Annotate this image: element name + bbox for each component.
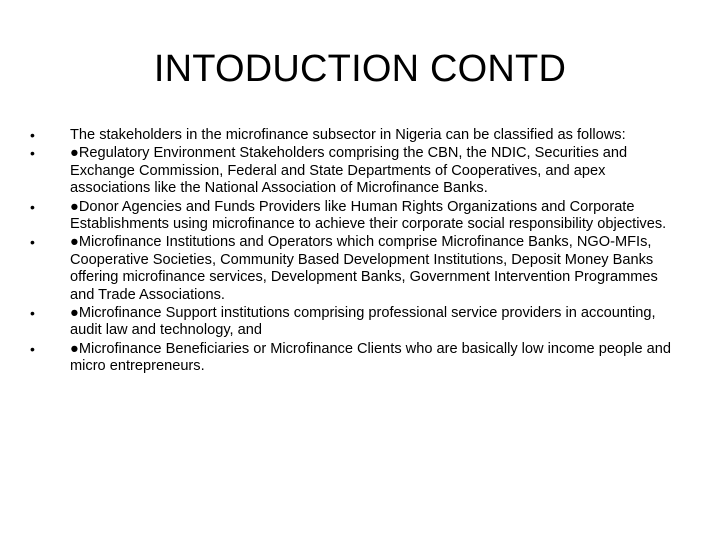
bullet-text: ●Microfinance Beneficiaries or Microfinance Clients who are basically low income people and micro entrepreneurs. bbox=[70, 340, 671, 375]
bullet-list bbox=[30, 127, 680, 377]
bullet-text: ●Regulatory Environment Stakeholders comprising the CBN, the NDIC, Securities and Exchange Commission, Federal and State Departments of Cooperatives, and apex associations like the National Association of Microfinance Banks. bbox=[70, 145, 628, 197]
bullet-text: ●Donor Agencies and Funds Providers like Human Rights Organizations and Corporate Establishments using microfinance to achieve their corporate social responsibility objectives. bbox=[70, 198, 667, 233]
bullet-icon: • bbox=[30, 198, 35, 215]
bullet-icon: • bbox=[30, 145, 35, 162]
bullet-text: ●Microfinance Support institutions comprising professional service providers in accounting, audit law and technology, and bbox=[70, 305, 656, 339]
bullet-icon: • bbox=[30, 305, 35, 322]
bullet-text: The stakeholders in the microfinance subsector in Nigeria can be classified as follows: bbox=[70, 127, 626, 143]
bullet-icon: • bbox=[30, 234, 35, 251]
bullet-item-support bbox=[30, 305, 680, 340]
bullet-item-regulatory bbox=[30, 145, 680, 197]
bullet-icon: • bbox=[30, 127, 35, 143]
bullet-item-donor-agencies bbox=[30, 199, 680, 234]
bullet-icon: • bbox=[30, 340, 35, 357]
bullet-item-institutions bbox=[30, 234, 680, 304]
bullet-item-beneficiaries bbox=[30, 341, 680, 376]
bullet-item-stakeholders-intro bbox=[30, 127, 680, 144]
bullet-text: ●Microfinance Institutions and Operators which comprise Microfinance Banks, NGO-MFIs, Cooperative Societies, Community Based Development Institutions, Deposit Money Banks offering microfinance services, Development Banks, Government Intervention Programmes and Trade Associations. bbox=[70, 234, 658, 303]
slide-title: INTODUCTION CONTD bbox=[153, 48, 567, 90]
